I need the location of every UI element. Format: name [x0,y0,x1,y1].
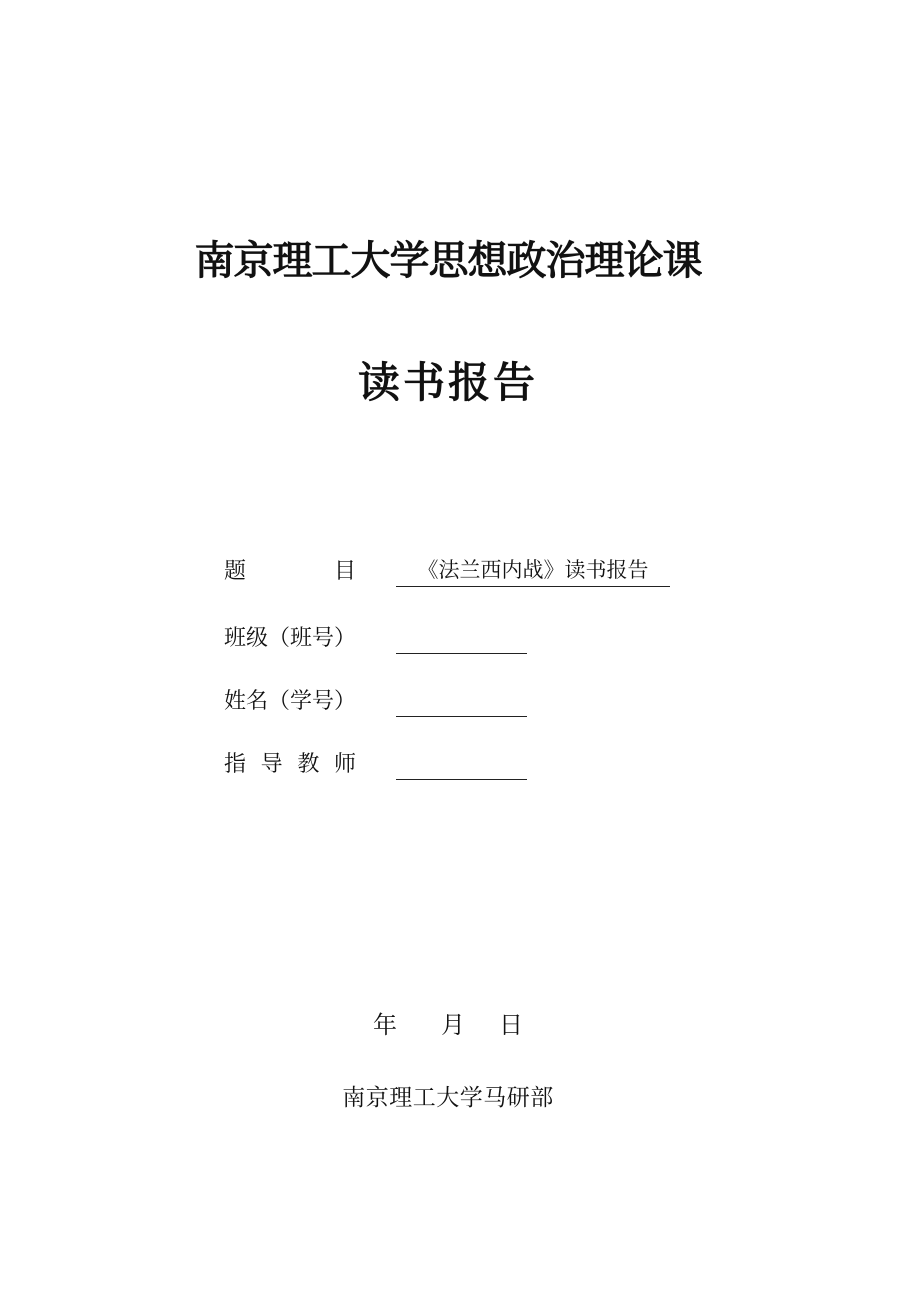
date-line [0,1012,920,1040]
month-label: 月 [441,1013,465,1039]
name-label: 姓名（学号） [224,688,357,713]
form-row-class [224,623,694,655]
advisor-label: 指导教师 [224,751,356,776]
class-label: 班级（班号） [224,625,357,650]
class-value-blank [396,623,527,654]
topic-label: 题目 [224,558,356,583]
cover-form [224,556,694,812]
department-name: 南京理工大学马研部 [342,1084,554,1110]
advisor-value-blank [396,749,527,780]
form-row-name [224,686,694,718]
day-label: 日 [499,1013,523,1039]
topic-value: 《法兰西内战》读书报告 [396,556,670,587]
form-row-topic [224,556,694,588]
course-title: 南京理工大学思想政治理论课 [194,238,702,283]
report-title: 读书报告 [357,361,538,407]
year-label: 年 [373,1013,397,1039]
name-value-blank [396,686,527,717]
form-row-advisor [224,749,694,781]
